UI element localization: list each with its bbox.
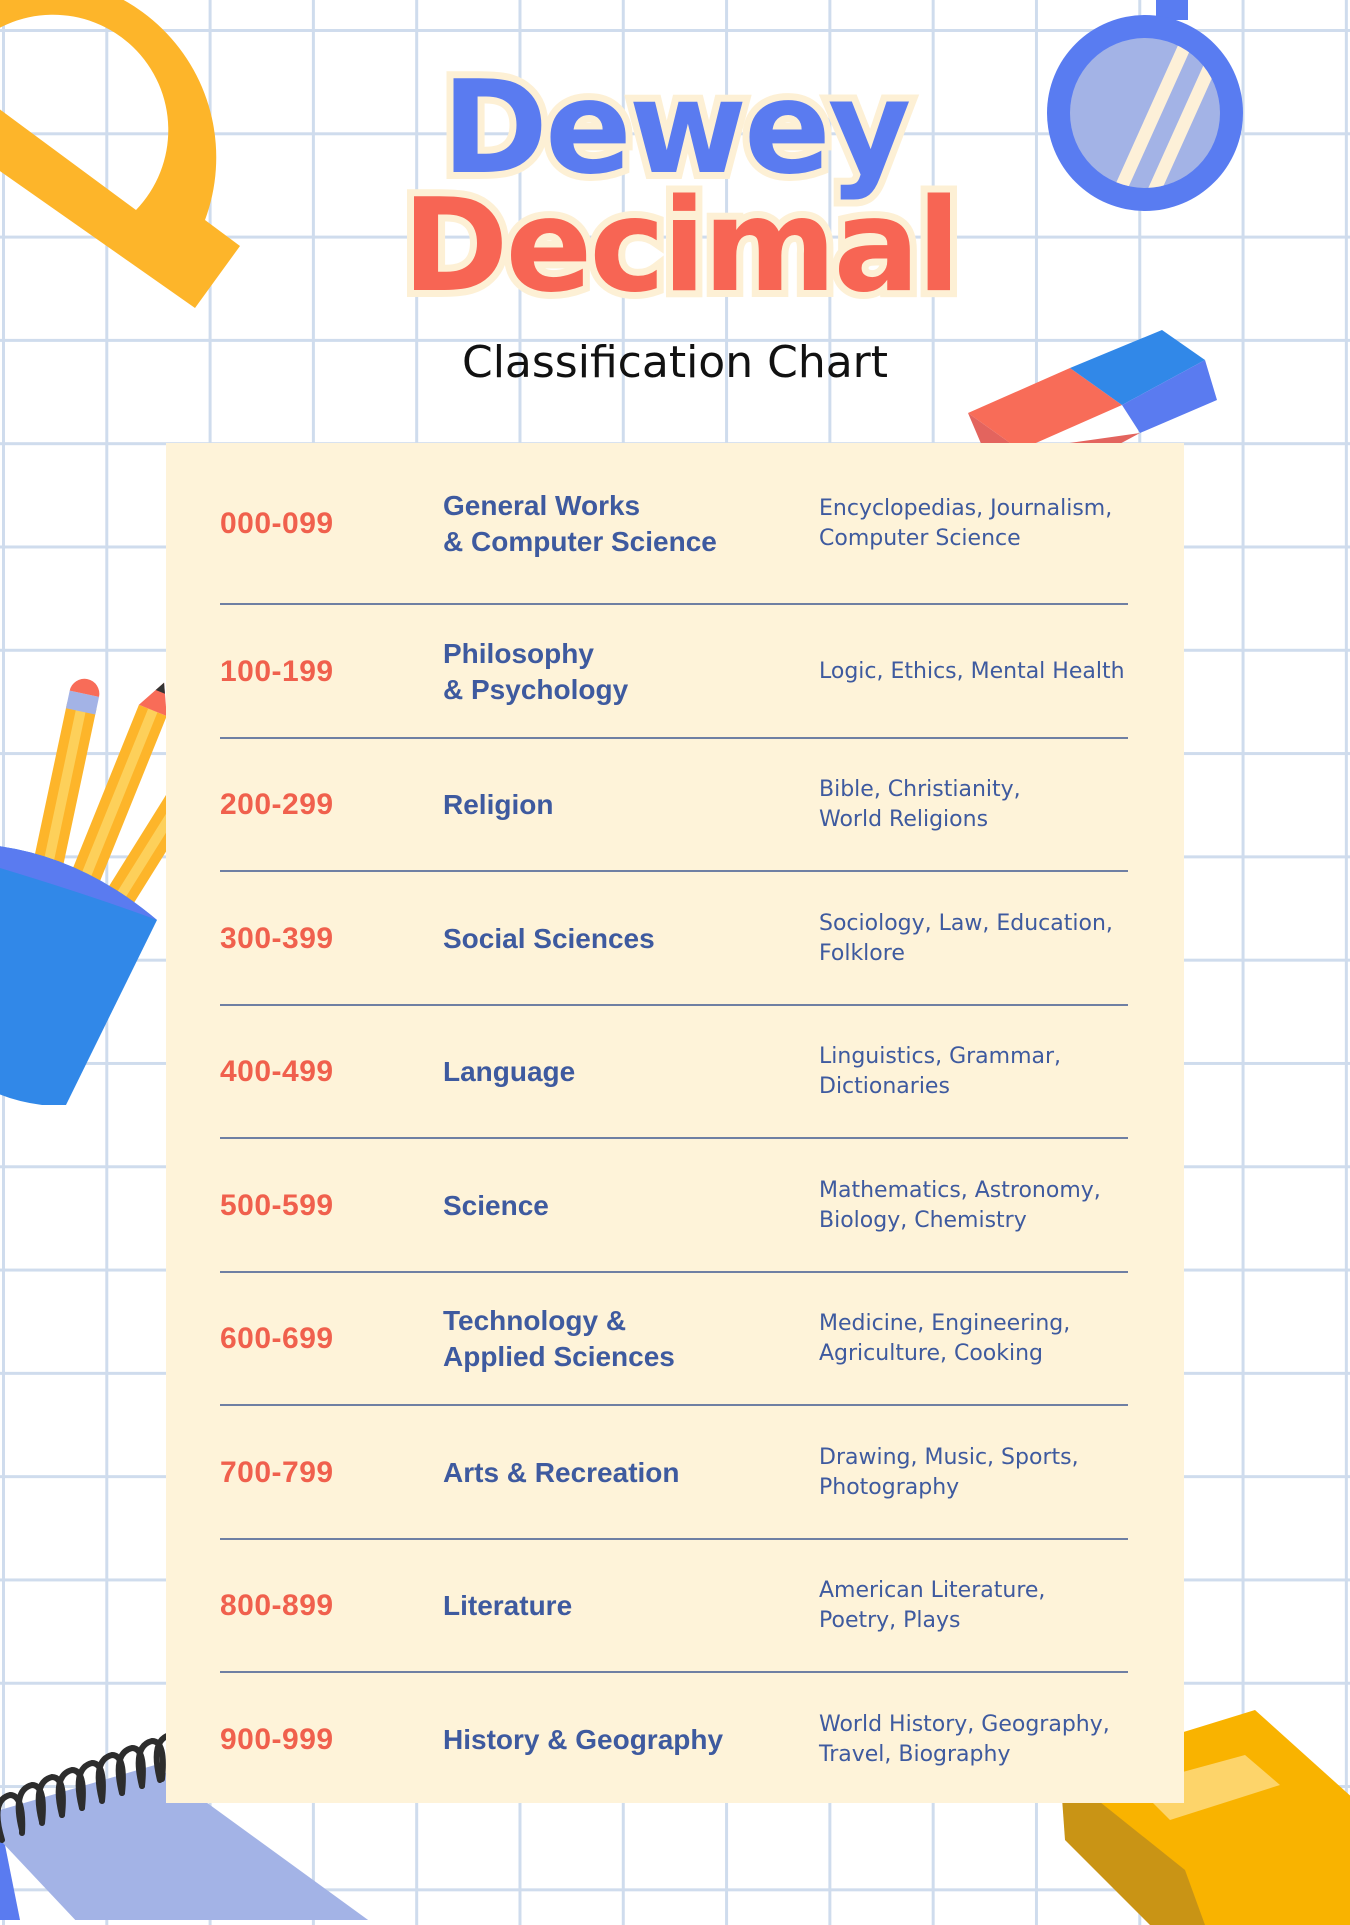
- class-examples: [819, 494, 1149, 554]
- category-line: Applied Sciences: [443, 1341, 675, 1373]
- class-examples: [819, 1710, 1149, 1770]
- example-line: Poetry, Plays: [819, 1608, 961, 1634]
- class-range: 600-699: [220, 1322, 334, 1356]
- class-category: [443, 921, 783, 957]
- class-row: [220, 872, 1128, 1006]
- class-examples: [819, 1309, 1149, 1369]
- class-range: 300-399: [220, 921, 334, 955]
- class-row: [220, 1540, 1128, 1674]
- category-line: Literature: [443, 1590, 573, 1622]
- class-range: 200-299: [220, 788, 334, 822]
- category-line: Science: [443, 1189, 549, 1221]
- class-category: [443, 787, 783, 823]
- title-line-1: Dewey: [441, 54, 909, 203]
- class-row: [220, 1406, 1128, 1540]
- example-line: Drawing, Music, Sports,: [819, 1444, 1079, 1470]
- category-line: General Works: [443, 490, 641, 521]
- category-line: Social Sciences: [443, 922, 655, 954]
- class-range: 800-899: [220, 1589, 334, 1623]
- class-category: [443, 636, 783, 708]
- category-line: & Psychology: [443, 673, 629, 705]
- category-line: Philosophy: [443, 637, 594, 669]
- example-line: Photography: [819, 1474, 960, 1500]
- category-line: History & Geography: [443, 1723, 724, 1755]
- class-category: [443, 1455, 783, 1491]
- title-line-2: Decimal: [402, 172, 958, 321]
- class-range: 900-999: [220, 1722, 334, 1756]
- class-examples: [819, 1042, 1149, 1102]
- example-line: Computer Science: [819, 526, 1021, 551]
- class-examples: [819, 1443, 1149, 1503]
- class-examples: [819, 657, 1149, 687]
- class-row: [220, 1673, 1128, 1807]
- example-line: Mathematics, Astronomy,: [819, 1177, 1101, 1203]
- class-range: 400-499: [220, 1055, 334, 1089]
- class-category: [443, 1188, 783, 1224]
- class-range: 100-199: [220, 654, 334, 688]
- category-line: Language: [443, 1056, 576, 1088]
- example-line: Encyclopedias, Journalism,: [819, 496, 1113, 521]
- class-row: [220, 739, 1128, 873]
- example-line: Travel, Biography: [819, 1741, 1011, 1767]
- class-range: 000-099: [220, 507, 334, 540]
- example-line: Dictionaries: [819, 1074, 950, 1100]
- example-line: Sociology, Law, Education,: [819, 910, 1113, 936]
- example-line: Biology, Chemistry: [819, 1207, 1027, 1233]
- classification-panel: [166, 443, 1184, 1803]
- example-line: Medicine, Engineering,: [819, 1311, 1071, 1337]
- class-range: 500-599: [220, 1188, 334, 1222]
- class-examples: [819, 1176, 1149, 1236]
- class-range: 700-799: [220, 1455, 334, 1489]
- example-line: American Literature,: [819, 1578, 1046, 1604]
- class-category: [443, 1303, 783, 1375]
- class-row: [220, 605, 1128, 739]
- category-line: Religion: [443, 789, 554, 821]
- class-category: [443, 1722, 783, 1758]
- class-category: [443, 1588, 783, 1624]
- example-line: Agriculture, Cooking: [819, 1341, 1044, 1367]
- example-line: World Religions: [819, 807, 989, 833]
- class-row: [220, 1006, 1128, 1140]
- title: [0, 54, 1350, 321]
- category-line: & Computer Science: [443, 526, 717, 557]
- class-row: [220, 1139, 1128, 1273]
- class-category: [443, 1054, 783, 1090]
- category-line: Technology &: [443, 1305, 627, 1337]
- example-line: Logic, Ethics, Mental Health: [819, 658, 1125, 684]
- category-line: Arts & Recreation: [443, 1456, 680, 1488]
- example-line: Linguistics, Grammar,: [819, 1044, 1062, 1070]
- example-line: Bible, Christianity,: [819, 777, 1021, 803]
- class-row: [220, 1273, 1128, 1407]
- example-line: Folklore: [819, 940, 905, 966]
- class-examples: [819, 1576, 1149, 1636]
- subtitle: Classification Chart: [461, 337, 889, 388]
- class-row: [220, 443, 1128, 605]
- class-examples: [819, 909, 1149, 969]
- class-examples: [819, 775, 1149, 835]
- class-category: [443, 488, 783, 560]
- example-line: World History, Geography,: [819, 1711, 1110, 1737]
